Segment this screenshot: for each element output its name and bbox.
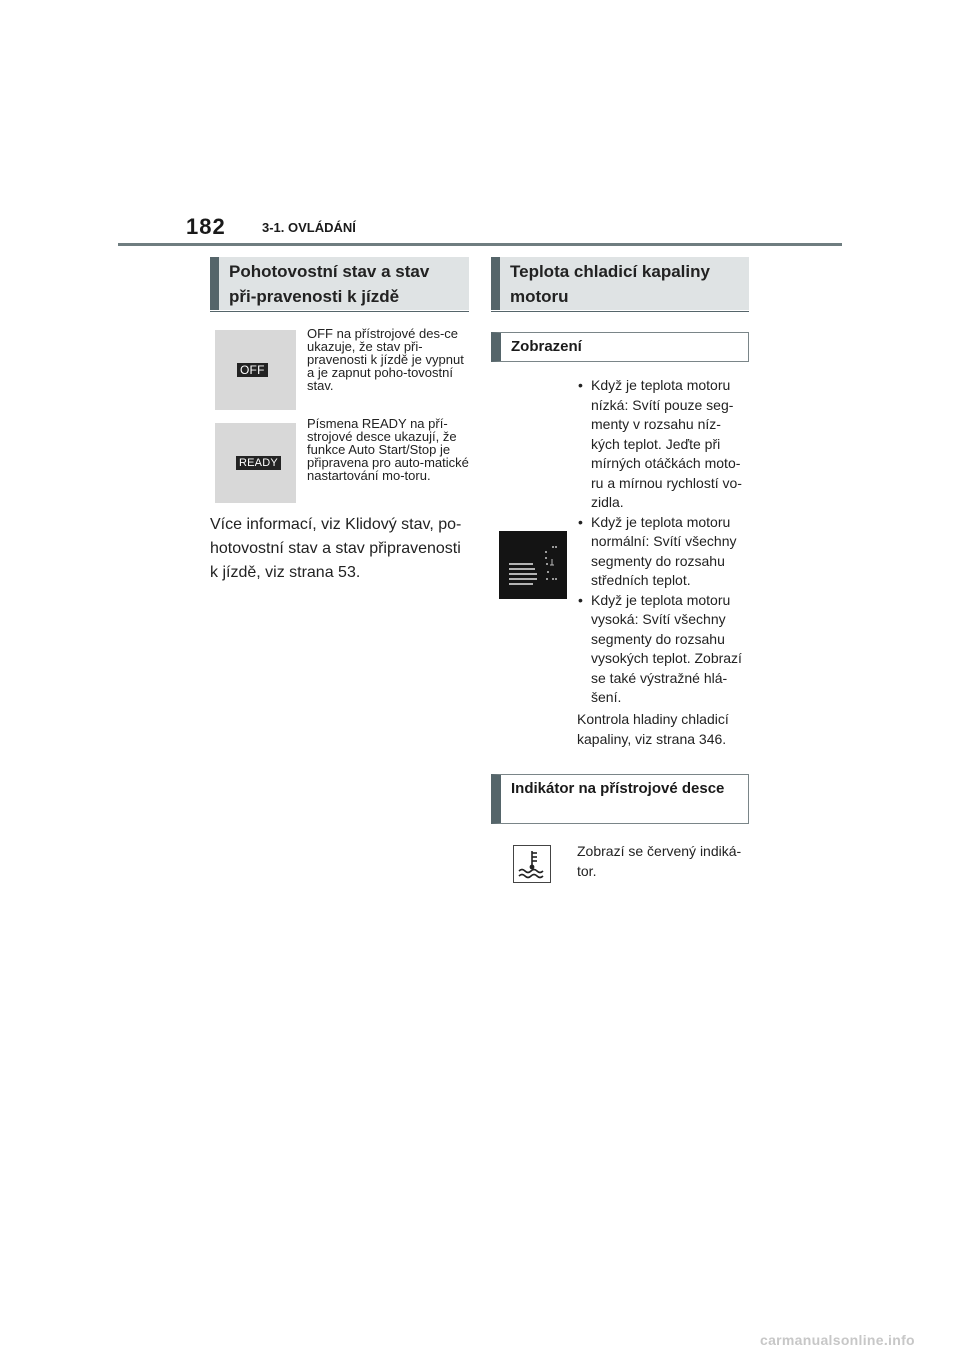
header-divider <box>118 243 842 246</box>
section-heading-text: Pohotovostní stav a stav při-pravenosti k jízdě <box>229 262 430 306</box>
section-heading-standby <box>210 257 469 310</box>
indicator-description: Zobrazí se červený indiká-tor. <box>577 843 742 879</box>
off-description-text: OFF na přístrojové des-ce ukazuje, že stav při-pravenosti k jízdě je vypnut a je zapnut poho-tovostní stav. <box>307 326 464 393</box>
watermark: carmanualsonline.info <box>760 1332 915 1348</box>
page-number: 182 <box>186 214 226 239</box>
more-info-paragraph: Více informací, viz Klidový stav, po-hotovostní stav a stav připravenosti k jízdě, viz strana 53. <box>210 516 462 581</box>
coolant-temperature-warning-icon <box>514 846 550 882</box>
section-heading-rule <box>491 311 749 312</box>
section-heading-rule <box>210 311 469 312</box>
list-item: • Když je teplota motoru normální: Svítí všechny segmenty do rozsahu středních teplot. <box>577 513 749 591</box>
off-description <box>307 327 469 398</box>
coolant-temperature-gauge-icon <box>499 531 567 599</box>
ready-badge: READY <box>236 456 281 470</box>
temperature-bullet-list <box>577 376 749 708</box>
ready-description-text: Písmena READY na pří-strojové desce ukazují, že funkce Auto Start/Stop je připravena pro auto-matické nastartování mo-toru. <box>307 416 469 483</box>
subheading-indicator <box>491 774 749 824</box>
ready-indicator-image <box>215 423 296 503</box>
section-heading-coolant <box>491 257 749 310</box>
chapter-title: 3-1. OVLÁDÁNÍ <box>262 220 356 235</box>
off-indicator-image <box>215 330 296 410</box>
coolant-warning-icon-frame <box>513 845 551 883</box>
ready-description <box>307 417 469 488</box>
subheading-text: Zobrazení <box>511 338 582 355</box>
section-heading-text: Teplota chladicí kapaliny motoru <box>510 262 710 306</box>
coolant-level-note: Kontrola hladiny chladicí kapaliny, viz strana 346. <box>577 711 729 747</box>
list-item: • Když je teplota motoru vysoká: Svítí všechny segmenty do rozsahu vysokých teplot. Zobrazí se také výstražné hlá-šení. <box>577 591 749 708</box>
list-item: • Když je teplota motoru nízká: Svítí pouze seg-menty v rozsahu níz-kých teplot. Jeďte při mírných otáčkách moto-ru a mírnou rychlostí vo-zidla. <box>577 376 749 513</box>
subheading-text: Indikátor na přístrojové desce <box>511 780 725 797</box>
off-badge: OFF <box>237 363 268 377</box>
coolant-gauge-image <box>499 531 567 599</box>
subheading-display <box>491 332 749 362</box>
